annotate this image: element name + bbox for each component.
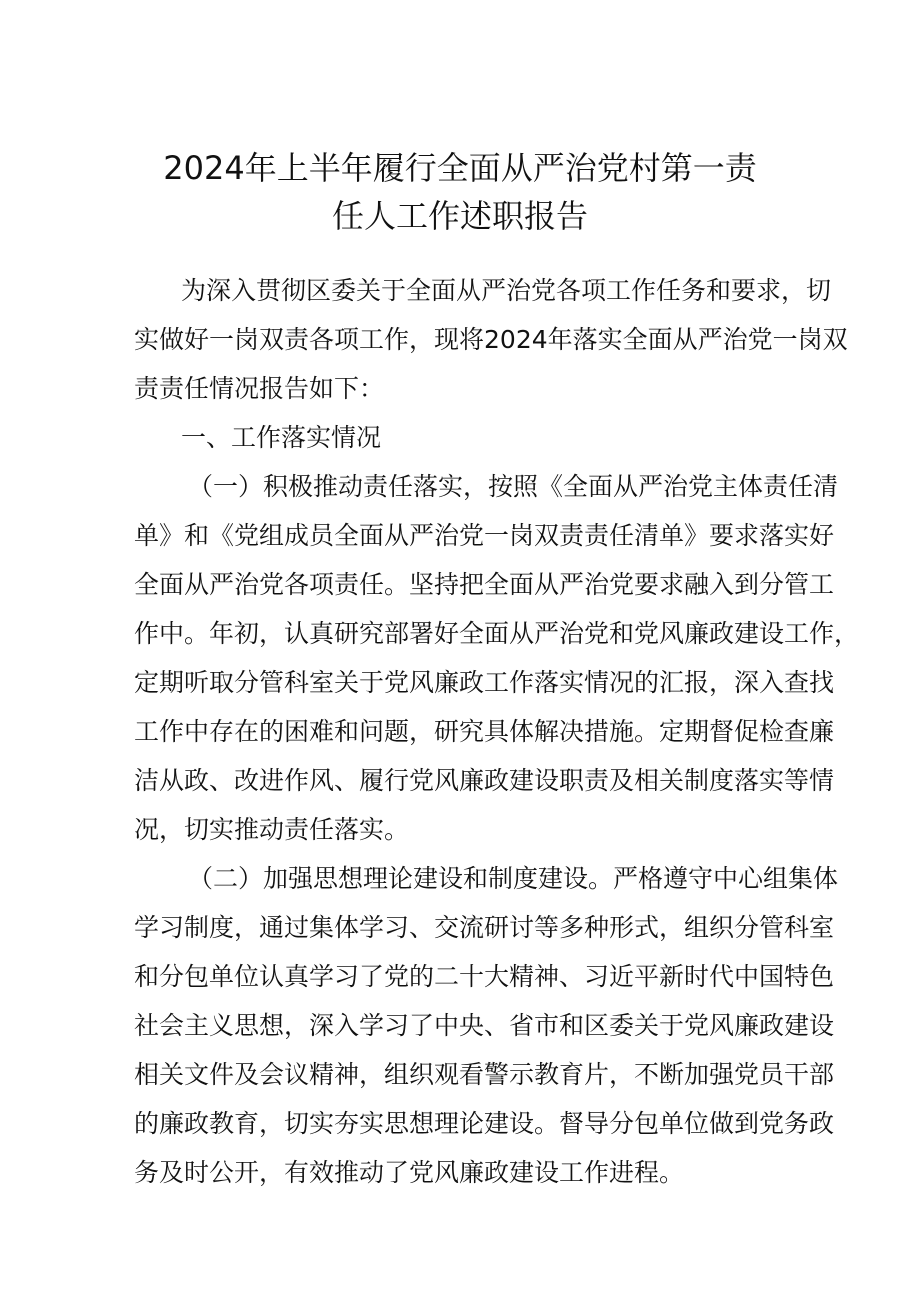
paragraph-1-line: 单》和《党组成员全面从严治党一岗双责责任清单》要求落实好 [134,521,835,550]
intro-line: 责责任情况报告如下： [134,374,385,403]
paragraph-1-line: （一）积极推动责任落实，按照《全面从严治党主体责任清 [188,472,839,501]
section-heading: 一、工作落实情况 [181,423,382,452]
document-title-line-1: 2024年上半年履行全面从严治党村第一责 [163,149,757,187]
paragraph-1-line: 况，切实推动责任落实。 [134,815,410,844]
paragraph-1-line: 作中。年初，认真研究部署好全面从严治党和党风廉政建设工作， [134,619,860,648]
paragraph-2-line: 务及时公开，有效推动了党风廉政建设工作进程。 [134,1158,685,1187]
paragraph-2-line: 学习制度，通过集体学习、交流研讨等多种形式，组织分管科室 [134,913,835,942]
paragraph-2-line: （二）加强思想理论建设和制度建设。严格遵守中心组集体 [188,864,839,893]
intro-line: 实做好一岗双责各项工作，现将2024年落实全面从严治党一岗双 [134,325,848,354]
paragraph-2-line: 和分包单位认真学习了党的二十大精神、习近平新时代中国特色 [134,962,835,991]
intro-line: 为深入贯彻区委关于全面从严治党各项工作任务和要求，切 [181,276,832,305]
document-title-line-2: 任人工作述职报告 [331,197,588,235]
paragraph-2-line: 社会主义思想，深入学习了中央、省市和区委关于党风廉政建设 [134,1011,835,1040]
paragraph-2-line: 的廉政教育，切实夯实思想理论建设。督导分包单位做到党务政 [134,1109,835,1138]
paragraph-2-line: 相关文件及会议精神，组织观看警示教育片，不断加强党员干部 [134,1060,835,1089]
paragraph-1-line: 定期听取分管科室关于党风廉政工作落实情况的汇报，深入查找 [134,668,835,697]
paragraph-1-line: 洁从政、改进作风、履行党风廉政建设职责及相关制度落实等情 [134,766,835,795]
paragraph-1-line: 全面从严治党各项责任。坚持把全面从严治党要求融入到分管工 [134,570,835,599]
paragraph-1-line: 工作中存在的困难和问题，研究具体解决措施。定期督促检查廉 [134,717,835,746]
